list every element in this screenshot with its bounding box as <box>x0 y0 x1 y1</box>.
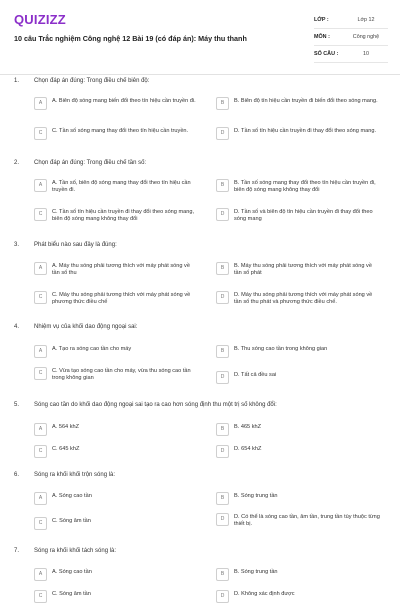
option-text: C. Tần số tín hiệu cần truyền đi thay đổi theo sóng mang, biên độ sóng mang không thay đổi <box>52 209 195 222</box>
option-d[interactable] <box>216 209 380 223</box>
option-text: C. Sóng âm tần <box>52 518 91 524</box>
question-stem <box>14 402 277 408</box>
option-text: A. Biên độ sóng mang biến đổi theo tín hiệu cần truyền đi. <box>52 98 196 104</box>
option-d[interactable] <box>216 372 380 384</box>
option-text: C. Vừa tạo sóng cao tần cho máy, vừa thu sóng cao tần trong không gian <box>52 368 191 381</box>
option-text: B. Tần số sóng mang thay đổi theo tín hiệu cần truyền đi, biên độ sóng mang không thay đổi <box>234 180 376 193</box>
option-text: A. Tần số, biên độ sóng mang thay đổi theo tín hiệu cần truyền đi. <box>52 180 191 193</box>
option-letter: D <box>216 513 229 526</box>
option-text: B. Sóng trung tần <box>234 493 278 499</box>
option-letter: D <box>216 445 229 458</box>
option-letter: A <box>34 423 47 436</box>
option-letter: B <box>216 492 229 505</box>
option-c[interactable] <box>34 591 198 603</box>
option-b[interactable] <box>216 98 380 110</box>
option-letter: B <box>216 568 229 581</box>
meta-row-subject <box>314 29 388 46</box>
option-a[interactable] <box>34 569 198 581</box>
option-d[interactable] <box>216 591 380 603</box>
option-letter: A <box>34 492 47 505</box>
question-number: 3. <box>14 242 20 248</box>
question-number: 2. <box>14 160 20 166</box>
meta-value: 10 <box>363 51 369 57</box>
option-letter: B <box>216 262 229 275</box>
option-d[interactable] <box>216 292 380 306</box>
question-text: Phát biểu nào sau đây là đúng: <box>34 242 117 248</box>
option-letter: C <box>34 291 47 304</box>
option-text: A. Máy thu sóng phải tương thích với máy phát sóng về tần số thu <box>52 263 190 276</box>
option-letter: A <box>34 262 47 275</box>
option-text: C. Sóng âm tần <box>52 591 91 597</box>
option-b[interactable] <box>216 424 380 436</box>
option-d[interactable] <box>216 514 380 528</box>
option-letter: C <box>34 127 47 140</box>
option-letter: A <box>34 345 47 358</box>
option-c[interactable] <box>34 446 198 458</box>
question-text: Sóng cao tần do khối dao động ngoại sai tạo ra cao hơn sóng định thu một trị số không đổi: <box>34 402 277 408</box>
option-letter: A <box>34 568 47 581</box>
option-letter: B <box>216 97 229 110</box>
option-text: B. Biên độ tín hiệu cần truyền đi biến đổi theo sóng mang. <box>234 98 378 104</box>
option-letter: B <box>216 179 229 192</box>
option-text: C. Máy thu sóng phải tương thích với máy phát sóng về phương thức điều chế <box>52 292 191 305</box>
option-text: D. Tần số và biên độ tín hiệu cần truyền đi thay đổi theo sóng mang <box>234 209 373 222</box>
option-text: A. Tạo ra sóng cao tần cho máy <box>52 346 132 352</box>
option-text: D. Máy thu sóng phải tương thích với máy phát sóng về tần số thu phát và phương thức điều chế. <box>234 292 373 305</box>
option-a[interactable] <box>34 98 198 110</box>
quizizz-logo: QUIZIZZ <box>14 12 66 27</box>
option-letter: A <box>34 97 47 110</box>
question-text: Sóng ra khối khối trộn sóng là: <box>34 472 116 478</box>
question-number: 6. <box>14 472 20 478</box>
option-letter: C <box>34 517 47 530</box>
option-text: D. Tất cả đều sai <box>234 372 277 378</box>
option-text: A. Sóng cao tần <box>52 493 92 499</box>
option-text: B. Sóng trung tần <box>234 569 278 575</box>
option-a[interactable] <box>34 424 198 436</box>
question-stem <box>14 242 117 248</box>
option-letter: D <box>216 208 229 221</box>
option-letter: B <box>216 423 229 436</box>
option-a[interactable] <box>34 493 198 505</box>
option-b[interactable] <box>216 493 380 505</box>
option-a[interactable] <box>34 263 198 277</box>
option-letter: D <box>216 127 229 140</box>
question-text: Chọn đáp án đúng: Trong điều chế tần số: <box>34 160 147 166</box>
meta-key: SỐ CÂU : <box>314 51 339 57</box>
option-text: D. Có thể là sóng cao tần, âm tần, trung tần tùy thuộc từng thiết bị. <box>234 514 380 527</box>
option-c[interactable] <box>34 518 198 530</box>
option-c[interactable] <box>34 128 198 140</box>
option-b[interactable] <box>216 569 380 581</box>
option-letter: B <box>216 345 229 358</box>
question-stem <box>14 548 116 554</box>
meta-row-class <box>314 12 388 29</box>
question-text: Sóng ra khối khối tách sóng là: <box>34 548 117 554</box>
question-stem <box>14 160 146 166</box>
option-c[interactable] <box>34 292 198 306</box>
option-c[interactable] <box>34 368 198 382</box>
meta-table <box>314 12 388 63</box>
option-letter: A <box>34 179 47 192</box>
option-a[interactable] <box>34 346 198 358</box>
question-number: 5. <box>14 402 20 408</box>
page-title: 10 câu Trắc nghiệm Công nghệ 12 Bài 19 (có đáp án): Máy thu thanh <box>14 34 247 43</box>
option-d[interactable] <box>216 128 380 140</box>
option-b[interactable] <box>216 263 380 277</box>
option-text: B. Thu sóng cao tần trong không gian <box>234 346 328 352</box>
question-number: 7. <box>14 548 20 554</box>
question-stem <box>14 78 149 84</box>
option-text: D. Tần số tín hiệu cần truyền đi thay đổi theo sóng mang. <box>234 128 377 134</box>
option-letter: D <box>216 291 229 304</box>
option-text: A. Sóng cao tần <box>52 569 92 575</box>
option-text: C. Tần số sóng mang thay đổi theo tín hiệu cần truyền. <box>52 128 189 134</box>
option-letter: D <box>216 371 229 384</box>
question-text: Nhiệm vụ của khối dao động ngoại sai: <box>34 324 138 330</box>
meta-row-count <box>314 46 388 63</box>
option-text: D. 654 khZ <box>234 446 262 452</box>
option-text: B. Máy thu sóng phải tương thích với máy phát sóng về tần số phát <box>234 263 372 276</box>
option-b[interactable] <box>216 180 380 194</box>
option-text: D. Không xác định được <box>234 591 295 597</box>
option-letter: C <box>34 590 47 603</box>
option-letter: C <box>34 367 47 380</box>
option-text: C. 645 khZ <box>52 446 80 452</box>
worksheet-header <box>0 0 400 75</box>
meta-value: Lớp 12 <box>357 17 375 23</box>
question-text: Chọn đáp án đúng: Trong điều chế biên độ: <box>34 78 150 84</box>
meta-value: Công nghệ <box>352 34 380 40</box>
option-text: A. 564 khZ <box>52 424 80 430</box>
meta-key: LỚP : <box>314 17 329 23</box>
option-c[interactable] <box>34 209 198 223</box>
question-number: 4. <box>14 324 20 330</box>
option-b[interactable] <box>216 346 380 358</box>
option-text: B. 465 khZ <box>234 424 262 430</box>
question-stem <box>14 472 115 478</box>
option-letter: C <box>34 445 47 458</box>
meta-key: MÔN : <box>314 34 330 40</box>
option-letter: D <box>216 590 229 603</box>
option-letter: C <box>34 208 47 221</box>
question-number: 1. <box>14 78 20 84</box>
question-stem <box>14 324 137 330</box>
option-d[interactable] <box>216 446 380 458</box>
option-a[interactable] <box>34 180 198 194</box>
